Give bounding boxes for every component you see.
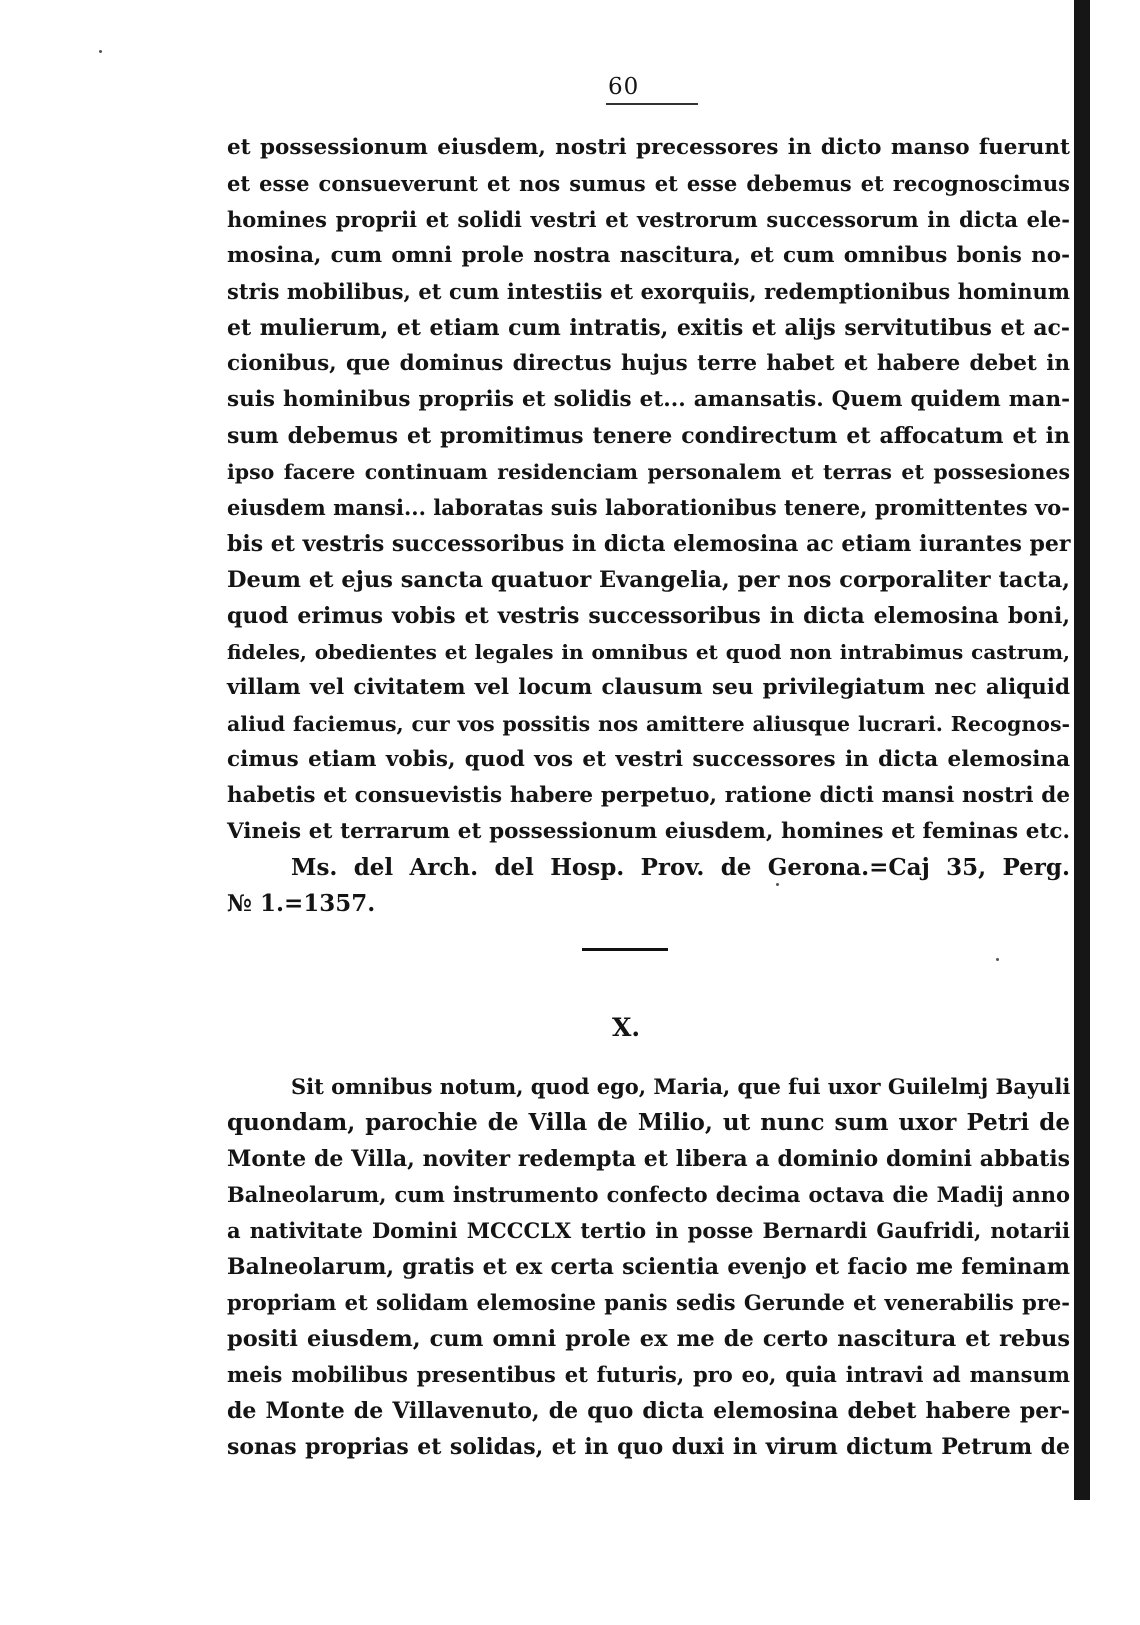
text-line: et esse consueverunt et nos sumus et esse debemus et recognoscimus [227, 171, 1070, 196]
source-citation: Ms. del Arch. del Hosp. Prov. de Gerona.=Caj 35, Perg. [291, 854, 1070, 881]
text-line: Monte de Villa, noviter redempta et libera a dominio domini abbatis [227, 1146, 1070, 1172]
text-line: homines proprii et solidi vestri et vestrorum successorum in dicta ele- [227, 207, 1070, 232]
page-number-rule [606, 103, 698, 105]
text-line: cionibus, que dominus directus hujus terre habet et habere debet in [227, 351, 1070, 376]
text-line: meis mobilibus presentibus et futuris, pro eo, quia intravi ad mansum [227, 1362, 1070, 1387]
text-line: mosina, cum omni prole nostra nascitura, et cum omnibus bonis no- [227, 243, 1070, 268]
text-line: a nativitate Domini MCCCLX tertio in posse Bernardi Gaufridi, notarii [227, 1218, 1070, 1243]
scan-speck [996, 958, 999, 961]
text-line: quondam, parochie de Villa de Milio, ut nunc sum uxor Petri de [227, 1109, 1070, 1136]
text-line: eiusdem mansi... laboratas suis laborationibus tenere, promittentes vo- [227, 495, 1070, 520]
text-line: bis et vestris successoribus in dicta elemosina ac etiam iurantes per [227, 531, 1071, 557]
text-line: Deum et ejus sancta quatuor Evangelia, per nos corporaliter tacta, [227, 567, 1070, 593]
text-line: Balneolarum, cum instrumento confecto decima octava die Madij anno [227, 1182, 1070, 1207]
scan-speck [99, 50, 102, 53]
source-citation-end: № 1.=1357. [227, 890, 376, 917]
page-number: 60 [608, 74, 640, 100]
text-line: cimus etiam vobis, quod vos et vestri successores in dicta elemosina [227, 747, 1070, 772]
text-line: fideles, obedientes et legales in omnibus et quod non intrabimus castrum, [227, 640, 1070, 664]
text-line: ipso facere continuam residenciam personalem et terras et possesiones [227, 460, 1070, 484]
text-line: suis hominibus propriis et solidis et... amansatis. Quem quidem man- [227, 387, 1070, 412]
text-line: sonas proprias et solidas, et in quo duxi in virum dictum Petrum de [227, 1434, 1070, 1460]
text-line: Sit omnibus notum, quod ego, Maria, que fui uxor Guilelmj Bayuli [291, 1074, 1071, 1099]
text-line: de Monte de Villavenuto, de quo dicta elemosina debet habere per- [227, 1398, 1070, 1424]
paragraph-section-x [227, 1069, 1070, 1465]
text-line: positi eiusdem, cum omni prole ex me de certo nascitura et rebus [227, 1326, 1070, 1352]
text-line: quod erimus vobis et vestris successoribus in dicta elemosina boni, [227, 603, 1070, 629]
text-line: et mulierum, et etiam cum intratis, exitis et alijs servitutibus et ac- [227, 315, 1070, 341]
text-line: propriam et solidam elemosine panis sedis Gerunde et venerabilis pre- [227, 1290, 1070, 1315]
text-line: sum debemus et promitimus tenere condirectum et affocatum et in [227, 423, 1070, 449]
paragraph-continued [227, 130, 1070, 922]
text-line: stris mobilibus, et cum intestiis et exorquiis, redemptionibus hominum [227, 279, 1070, 304]
section-separator [582, 948, 668, 951]
text-line: habetis et consuevistis habere perpetuo, ratione dicti mansi nostri de [227, 783, 1070, 808]
text-line: et possessionum eiusdem, nostri precessores in dicto manso fuerunt [227, 135, 1070, 160]
text-line: Vineis et terrarum et possessionum eiusdem, homines et feminas etc. [227, 819, 1070, 844]
text-line: villam vel civitatem vel locum clausum seu privilegiatum nec aliquid [227, 675, 1070, 700]
text-line: Balneolarum, gratis et ex certa scientia evenjo et facio me feminam [227, 1254, 1070, 1280]
section-heading: X. [612, 1013, 641, 1042]
scan-edge-bar [1074, 0, 1090, 1500]
text-line: aliud faciemus, cur vos possitis nos amittere aliusque lucrari. Recognos- [227, 712, 1070, 736]
